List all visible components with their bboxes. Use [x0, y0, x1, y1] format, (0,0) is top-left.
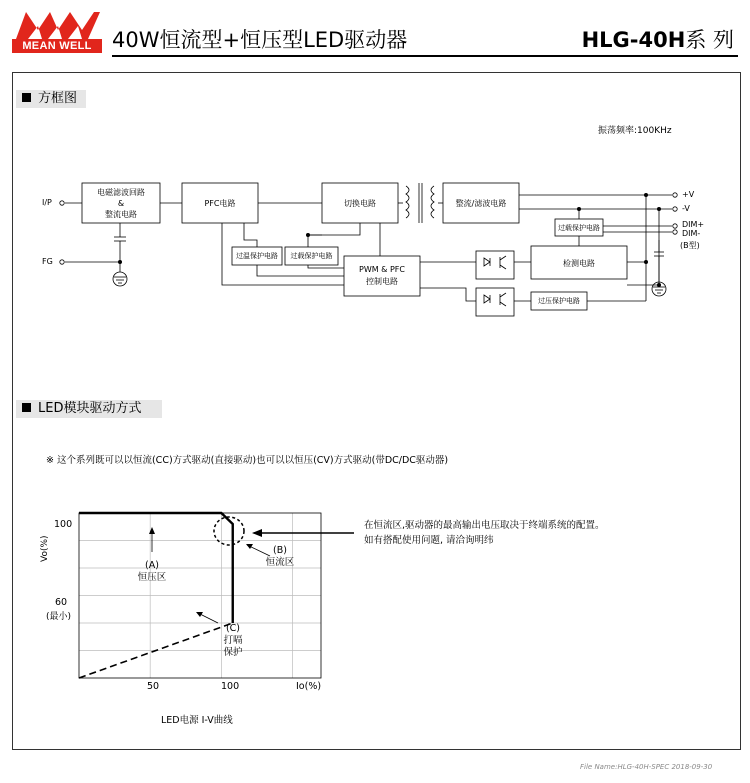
pwm-line2: 控制电路: [366, 277, 398, 286]
block-diagram-title: 方框图: [38, 91, 78, 106]
block-diagram: [0, 0, 750, 340]
terminal-ip: I/P: [42, 198, 52, 207]
otp-label: 过温保护电路: [236, 252, 278, 260]
annotation-arrowhead: [252, 529, 262, 537]
footer-file-name: File Name:HLG-40H-SPEC 2018-09-30: [580, 763, 713, 771]
region-c-text1: 打嗝: [223, 635, 243, 646]
led-drive-title: LED模块驱动方式: [38, 401, 142, 416]
y-axis-label: Vo(%): [40, 535, 50, 562]
region-b-text: 恒流区: [265, 557, 295, 568]
olp-label: 过载保护电路: [290, 252, 333, 260]
terminal-dimplus: DIM+: [682, 220, 705, 229]
x-tick-100: 100: [221, 681, 240, 692]
terminal-fg: FG: [42, 257, 53, 266]
square-bullet-icon: [22, 403, 31, 412]
logo-text: MEAN WELL: [12, 39, 102, 53]
terminal-btype: (B型): [680, 241, 700, 250]
region-c: [213, 623, 253, 659]
pwm-line1: PWM & PFC: [359, 265, 405, 274]
switching-label: 切换电路: [344, 199, 376, 208]
y-tick-100: 100: [54, 519, 73, 530]
region-c-label: (C): [225, 623, 241, 634]
emi-line3: 整流电路: [105, 210, 137, 219]
region-b: [260, 545, 300, 569]
y-tick-min: (最小): [46, 612, 72, 622]
x-axis-label: Io(%): [296, 681, 322, 692]
ovp-label: 过压保护电路: [538, 297, 580, 305]
pfc-label: PFC电路: [204, 199, 236, 208]
terminal-dimminus: DIM-: [682, 229, 701, 238]
region-c-text2: 保护: [223, 647, 243, 658]
led-drive-note: ※ 这个系列既可以以恒流(CC)方式驱动(直接驱动)也可以以恒压(CV)方式驱动(带DC/DC驱动器): [46, 455, 449, 466]
optocoupler-2: [476, 288, 514, 316]
osc-frequency: 振荡频率:100KHz: [598, 126, 672, 136]
detection-label: 检测电路: [563, 259, 595, 268]
pwm-block: [344, 264, 420, 288]
region-b-label: (B): [273, 545, 287, 556]
ocp-top-label: 过载保护电路: [558, 224, 600, 232]
chart-caption: LED电源 I-V曲线: [161, 715, 233, 726]
emi-filter-block: [82, 187, 160, 220]
terminal-vplus: +V: [682, 190, 695, 199]
model-name: HLG-40H: [581, 28, 686, 52]
emi-line1: 电磁滤波回路: [97, 188, 145, 197]
annotation-line2: 如有搭配使用问题, 请洽询明纬: [364, 535, 494, 546]
optocoupler-1: [476, 251, 514, 279]
led-drive-heading: [16, 400, 162, 418]
annotation-line1: 在恒流区,驱动器的最高输出电压取决于终端系统的配置。: [364, 520, 605, 531]
page-title: 40W恒流型+恒压型LED驱动器: [112, 28, 408, 52]
terminal-vminus: -V: [682, 204, 690, 213]
model-suffix: 系 列: [685, 28, 734, 52]
rectifier-label: 整流/滤波电路: [455, 199, 507, 208]
x-tick-50: 50: [147, 681, 160, 692]
region-a-text: 恒压区: [137, 572, 167, 583]
region-a: [132, 560, 172, 584]
y-tick-60: 60: [55, 597, 68, 608]
emi-line2: &: [117, 199, 125, 208]
cc-annotation: [364, 518, 605, 548]
region-a-label: (A): [145, 560, 159, 571]
